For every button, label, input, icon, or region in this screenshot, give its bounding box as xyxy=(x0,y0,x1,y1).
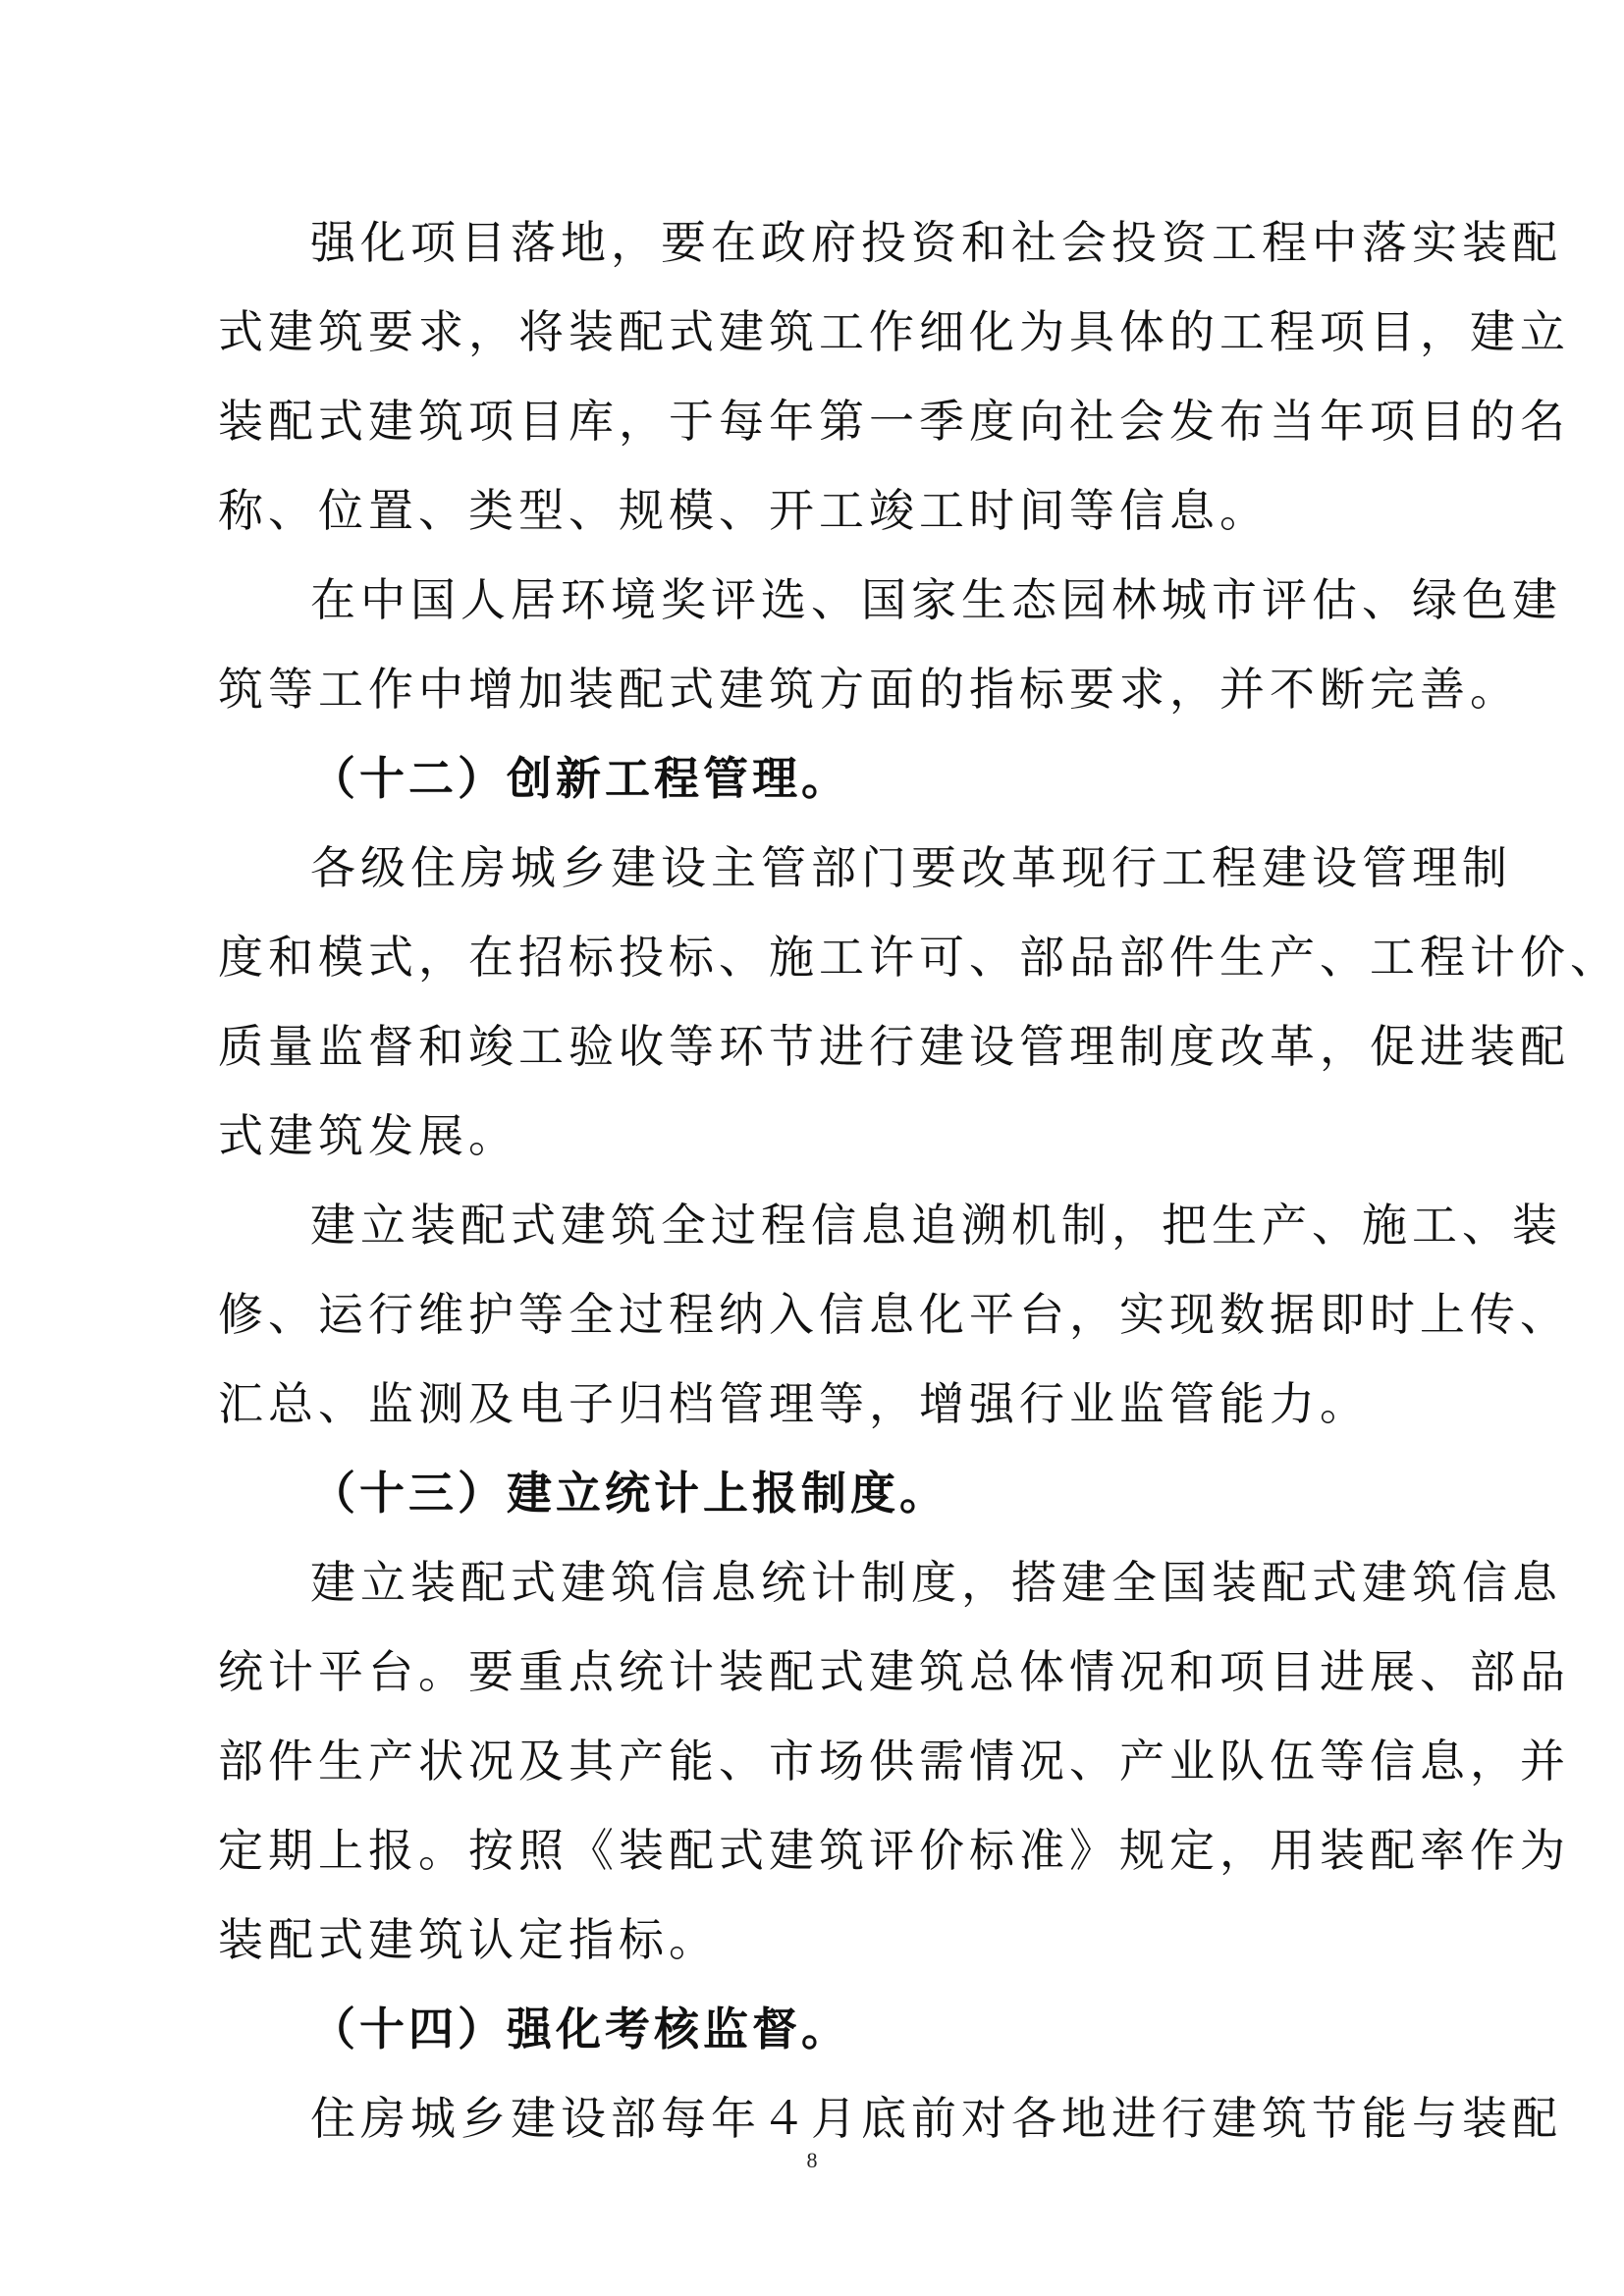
document-body xyxy=(218,208,1620,2173)
paragraph-line: 质量监督和竣工验收等环节进行建设管理制度改革，促进装配 xyxy=(218,1020,1570,1073)
paragraph-line: 定期上报。按照《装配式建筑评价标准》规定，用装配率作为 xyxy=(218,1824,1570,1877)
paragraph-line: 式建筑发展。 xyxy=(218,1109,518,1162)
paragraph-line: 统计平台。要重点统计装配式建筑总体情况和项目进展、部品 xyxy=(218,1645,1570,1698)
page-number: 8 xyxy=(806,2148,818,2172)
paragraph-line: 称、位置、类型、规模、开工竣工时间等信息。 xyxy=(218,484,1270,537)
paragraph-line: 住房城乡建设部每年４月底前对各地进行建筑节能与装配 xyxy=(310,2092,1562,2145)
paragraph-line: 式建筑要求，将装配式建筑工作细化为具体的工程项目，建立 xyxy=(218,305,1570,358)
paragraph-line: 建立装配式建筑信息统计制度，搭建全国装配式建筑信息 xyxy=(310,1556,1562,1609)
paragraph-line: 部件生产状况及其产能、市场供需情况、产业队伍等信息，并 xyxy=(218,1735,1570,1788)
paragraph-line: 装配式建筑认定指标。 xyxy=(218,1913,719,1966)
paragraph-line: 建立装配式建筑全过程信息追溯机制，把生产、施工、装 xyxy=(310,1199,1562,1252)
paragraph-line: 度和模式，在招标投标、施工许可、部品部件生产、工程计价、 xyxy=(218,931,1620,984)
paragraph-line: 装配式建筑项目库，于每年第一季度向社会发布当年项目的名 xyxy=(218,395,1570,448)
paragraph-line: 各级住房城乡建设主管部门要改革现行工程建设管理制 xyxy=(310,841,1512,894)
paragraph-line: 修、运行维护等全过程纳入信息化平台，实现数据即时上传、 xyxy=(218,1288,1570,1341)
paragraph-line: 强化项目落地，要在政府投资和社会投资工程中落实装配 xyxy=(310,216,1562,269)
paragraph-line: 筑等工作中增加装配式建筑方面的指标要求，并不断完善。 xyxy=(218,663,1520,716)
section-heading: （十四）强化考核监督。 xyxy=(310,2002,850,2056)
section-heading: （十二）创新工程管理。 xyxy=(310,752,850,805)
section-heading: （十三）建立统计上报制度。 xyxy=(310,1467,948,1520)
paragraph-line: 汇总、监测及电子归档管理等，增强行业监管能力。 xyxy=(218,1377,1370,1430)
paragraph-line: 在中国人居环境奖评选、国家生态园林城市评估、绿色建 xyxy=(310,573,1562,626)
